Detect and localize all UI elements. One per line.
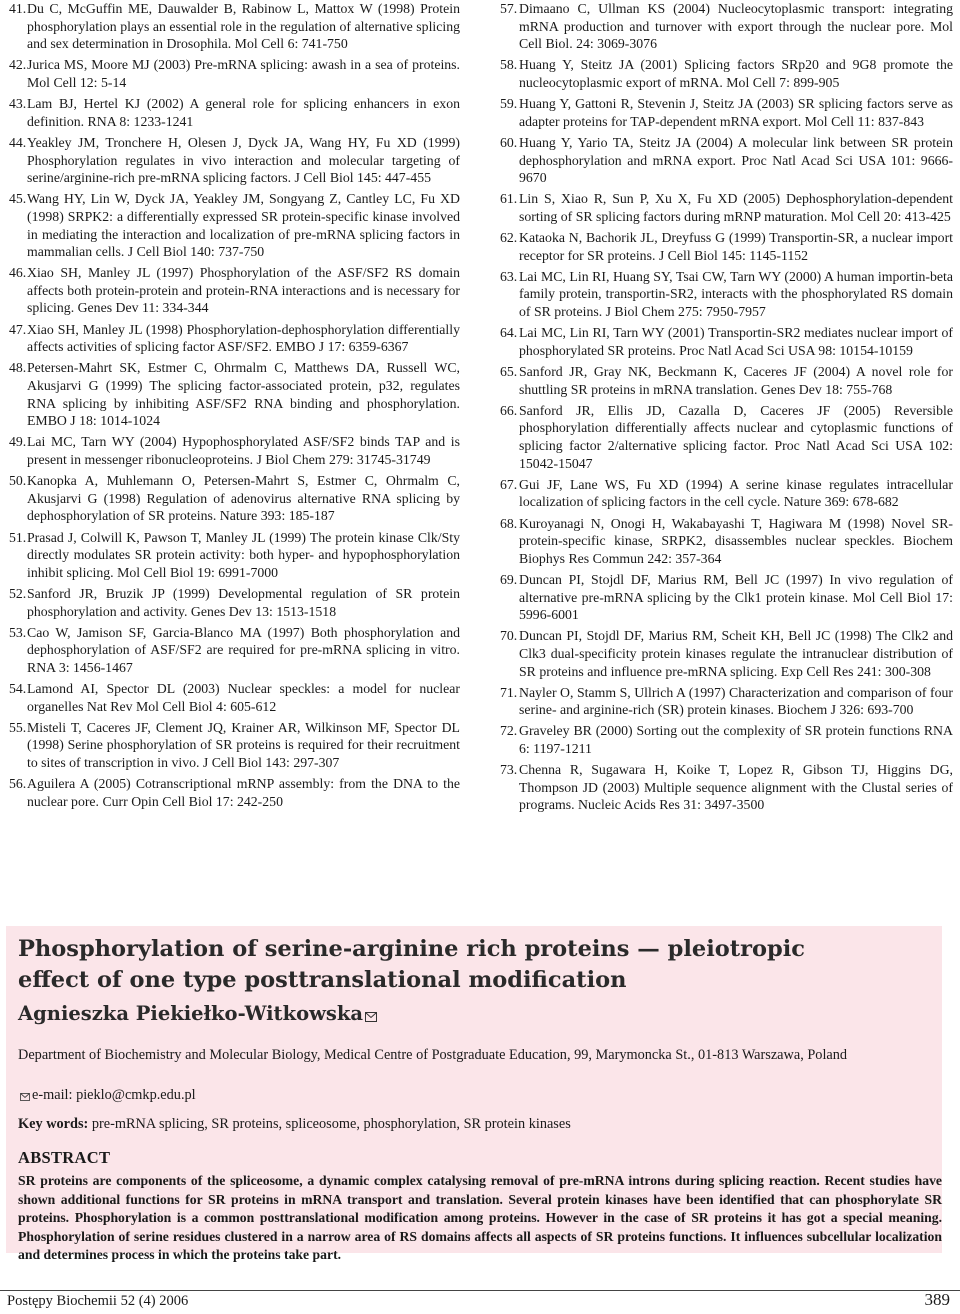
keywords-label: Key words:: [18, 1116, 89, 1132]
reference-item: [500, 761, 953, 814]
reference-item: [500, 515, 953, 568]
reference-item: [500, 476, 953, 511]
reference-item: [9, 680, 460, 715]
reference-item: [9, 95, 460, 130]
reference-item: [9, 0, 460, 53]
article-title: Phosphorylation of serine-arginine rich proteins — pleiotropic effect of one type posttranslational modification: [18, 936, 806, 993]
reference-text: Dimaano C, Ullman KS (2004) Nucleocytoplasmic transport: integrating mRNA production and turnover with export through the nuclear pore. Mol Cell Biol. 24: 3069-3076: [519, 1, 953, 52]
reference-number: 41.: [9, 1, 27, 16]
reference-item: [9, 134, 460, 187]
reference-item: [9, 624, 460, 677]
reference-number: 42.: [9, 57, 27, 73]
reference-number: 69.: [500, 571, 518, 587]
reference-text: Huang Y, Yario TA, Steitz JA (2004) A molecular link between SR protein dephosphorylation and mRNA export. Proc Natl Acad Sci USA 101: 9666-9670: [519, 134, 953, 186]
keywords: [18, 1115, 938, 1133]
reference-text: Lai MC, Lin RI, Tarn WY (2001) Transportin-SR2 mediates nuclear import of phosphorylated SR proteins. Proc Natl Acad Sci USA 98: 10154-10159: [519, 325, 953, 358]
reference-item: [500, 0, 953, 53]
reference-text: Misteli T, Caceres JF, Clement JQ, Krainer AR, Wilkinson MF, Spector DL (1998) Serine phosphorylation of SR proteins is required for their recruitment to sites of transcription in vivo. J Cell Biol 143: 297-307: [27, 719, 460, 771]
author-email[interactable]: e-mail: pieklo@cmkp.edu.pl: [32, 1087, 196, 1103]
envelope-icon: [20, 1088, 30, 1106]
reference-text: Sanford JR, Bruzik JP (1999) Developmental regulation of SR protein phosphorylation and activity. Genes Dev 13: 1513-1518: [27, 585, 460, 619]
reference-text: Lamond AI, Spector DL (2003) Nuclear speckles: a model for nuclear organelles Nat Rev Mol Cell Biol 4: 605-612: [27, 681, 460, 714]
reference-number: 44.: [9, 134, 27, 150]
reference-number: 47.: [9, 321, 27, 337]
reference-number: 62.: [500, 230, 518, 246]
reference-number: 56.: [9, 776, 27, 792]
reference-item: [9, 359, 460, 429]
abstract-heading: ABSTRACT: [18, 1148, 111, 1167]
reference-number: 43.: [9, 96, 27, 112]
reference-text: Sanford JR, Ellis JD, Cazalla D, Caceres JF (2005) Reversible phosphorylation differentially affects nuclear and cytoplasmic functions of splicing factor 2/alternative splicing factor. Proc Natl Acad Sci USA 102: 15042-15047: [519, 402, 953, 471]
reference-number: 68.: [500, 515, 518, 531]
reference-item: [500, 627, 953, 680]
reference-text: Huang Y, Gattoni R, Stevenin J, Steitz JA (2003) SR splicing factors serve as adapter proteins for TAP-dependent mRNA export. Mol Cell 11: 837-843: [519, 96, 953, 129]
reference-number: 46.: [9, 265, 27, 281]
reference-number: 66.: [500, 402, 518, 418]
reference-number: 45.: [9, 191, 27, 207]
reference-item: [9, 190, 460, 260]
reference-text: Aguilera A (2005) Cotranscriptional mRNP assembly: from the DNA to the nuclear pore. Curr Opin Cell Biol 17: 242-250: [27, 776, 460, 809]
reference-text: Cao W, Jamison SF, Garcia-Blanco MA (1997) Both phosphorylation and dephosphorylation of ASF/SF2 are required for pre-mRNA splicing in vitro. RNA 3: 1456-1467: [27, 624, 460, 675]
reference-text: Xiao SH, Manley JL (1997) Phosphorylation of the ASF/SF2 RS domain affects both protein-protein and protein-RNA interactions and is necessary for splicing. Genes Dev 11: 334-344: [27, 265, 460, 316]
reference-number: 65.: [500, 364, 518, 380]
reference-number: 54.: [9, 681, 27, 697]
reference-text: Chenna R, Sugawara H, Koike T, Lopez R, Gibson TJ, Higgins DG, Thompson JD (2003) Multiple sequence alignment with the Clustal series of programs. Nucleic Acids Res 31: 3497-3500: [519, 762, 953, 813]
reference-item: [500, 684, 953, 719]
reference-text: Sanford JR, Gray NK, Beckmann K, Caceres JF (2004) A novel role for shuttling SR proteins in mRNA translation. Genes Dev 18: 755-768: [519, 364, 953, 397]
reference-number: 57.: [500, 1, 518, 16]
reference-number: 52.: [9, 585, 27, 601]
reference-item: [9, 775, 460, 810]
reference-text: Yeakley JM, Tronchere H, Olesen J, Dyck JA, Wang HY, Fu XD (1999) Phosphorylation regulates in vivo interaction and molecular targeting of serine/arginine-rich pre-mRNA splicing factors. J Cell Biol 145: 447-455: [27, 134, 460, 186]
envelope-icon: [365, 1004, 377, 1027]
reference-text: Kuroyanagi N, Onogi H, Wakabayashi T, Hagiwara M (1998) Novel SR-protein-specific kinase, SRPK2, disassembles nuclear speckles. Biochem Biophys Res Commun 242: 357-364: [519, 515, 953, 566]
reference-number: 59.: [500, 96, 518, 112]
reference-item: [500, 324, 953, 359]
reference-text: Lai MC, Tarn WY (2004) Hypophosphorylated ASF/SF2 binds TAP and is present in messenger ribonucleoproteins. J Biol Chem 279: 31745-31749: [27, 434, 460, 467]
reference-item: [9, 56, 460, 91]
author-email-line: [18, 1086, 196, 1106]
reference-text: Huang Y, Steitz JA (2001) Splicing factors SRp20 and 9G8 promote the nucleocytoplasmic export of mRNA. Mol Cell 7: 899-905: [519, 57, 953, 90]
reference-text: Lam BJ, Hertel KJ (2002) A general role for splicing enhancers in exon definition. RNA 8: 1233-1241: [27, 96, 460, 129]
reference-number: 67.: [500, 476, 518, 492]
reference-item: [500, 363, 953, 398]
reference-item: [500, 402, 953, 472]
reference-number: 73.: [500, 762, 518, 778]
reference-item: [500, 268, 953, 321]
journal-citation: Postępy Biochemii 52 (4) 2006: [7, 1293, 189, 1309]
reference-text: Lai MC, Lin RI, Huang SY, Tsai CW, Tarn WY (2000) A human importin-beta family protein, transportin-SR2, interacts with the phosphorylated RS domain of SR proteins. J Biol Chem 275: 7950-7957: [519, 268, 953, 320]
reference-item: [9, 433, 460, 468]
reference-text: Gui JF, Lane WS, Fu XD (1994) A serine kinase regulates intracellular localization of splicing factors in the cell cycle. Nature 369: 678-682: [519, 476, 953, 510]
reference-column-left: [9, 0, 460, 814]
reference-text: Wang HY, Lin W, Dyck JA, Yeakley JM, Songyang Z, Cantley LC, Fu XD (1998) SRPK2: a differentially expressed SR protein-specific kinase involved in mediating the interaction and localization of pre-mRNA splicing factors in mammalian cells. J Cell Biol 140: 737-750: [27, 191, 460, 260]
reference-item: [9, 321, 460, 356]
reference-text: Xiao SH, Manley JL (1998) Phosphorylation-dephosphorylation differentially affects activities of splicing factor ASF/SF2. EMBO J 17: 6359-6367: [27, 321, 460, 355]
reference-number: 63.: [500, 268, 518, 284]
keywords-list: pre-mRNA splicing, SR proteins, spliceosome, phosphorylation, SR protein kinases: [91, 1116, 571, 1132]
reference-number: 64.: [500, 325, 518, 341]
reference-item: [9, 472, 460, 525]
reference-item: [9, 719, 460, 772]
reference-item: [500, 134, 953, 187]
reference-text: Duncan PI, Stojdl DF, Marius RM, Scheit KH, Bell JC (1998) The Clk2 and Clk3 dual-specificity protein kinases regulate the intranuclear distribution of SR proteins and influence pre-mRNA splicing. Exp Cell Res 241: 300-308: [519, 628, 953, 679]
reference-number: 61.: [500, 191, 518, 207]
reference-number: 60.: [500, 134, 518, 150]
reference-text: Duncan PI, Stojdl DF, Marius RM, Bell JC (1997) In vivo regulation of alternative pre-mRNA splicing by the Clk1 protein kinase. Mol Cell Biol 17: 5996-6001: [519, 571, 953, 623]
reference-text: Kataoka N, Bachorik JL, Dreyfuss G (1999) Transportin-SR, a nuclear import receptor for SR proteins. J Cell Biol 145: 1145-1152: [519, 230, 953, 263]
reference-number: 49.: [9, 434, 27, 450]
reference-item: [500, 722, 953, 757]
reference-text: Petersen-Mahrt SK, Estmer C, Ohrmalm C, Matthews DA, Russell WC, Akusjarvi G (1999) The splicing factor-associated protein, p32, regulates RNA splicing by inhibiting ASF/SF2 RNA binding and phosphorylation. EMBO J 18: 1014-1024: [27, 360, 460, 429]
reference-text: Jurica MS, Moore MJ (2003) Pre-mRNA splicing: awash in a sea of proteins. Mol Cell 12: 5-14: [27, 57, 460, 90]
reference-item: [9, 264, 460, 317]
reference-column-right: [500, 0, 953, 818]
reference-item: [500, 190, 953, 225]
reference-number: 51.: [9, 529, 27, 545]
reference-number: 58.: [500, 57, 518, 73]
reference-text: Lin S, Xiao R, Sun P, Xu X, Fu XD (2005) Dephosphorylation-dependent sorting of SR splicing factors during mRNP maturation. Mol Cell 20: 413-425: [519, 191, 953, 224]
reference-number: 71.: [500, 684, 518, 700]
author-affiliation: Department of Biochemistry and Molecular Biology, Medical Centre of Postgraduate Education, 99, Marymoncka St., 01-813 Warszawa, Poland: [18, 1047, 848, 1063]
author-name: Agnieszka Piekiełko-Witkowska: [18, 1002, 363, 1025]
reference-number: 48.: [9, 360, 27, 376]
reference-text: Prasad J, Colwill K, Pawson T, Manley JL (1999) The protein kinase Clk/Sty directly modulates SR protein activity: both hyper- and hypophosphorylation inhibit splicing. Mol Cell Biol 19: 6991-7000: [27, 529, 460, 580]
reference-number: 70.: [500, 628, 518, 644]
author-line: [18, 1002, 377, 1027]
reference-text: Kanopka A, Muhlemann O, Petersen-Mahrt S, Estmer C, Ohrmalm C, Akusjarvi G (1998) Regulation of adenovirus alternative RNA splicing by dephosphorylation of SR proteins. Nature 393: 185-187: [27, 473, 460, 524]
reference-item: [500, 56, 953, 91]
footer-divider: [0, 1290, 960, 1291]
reference-item: [9, 585, 460, 620]
reference-item: [500, 229, 953, 264]
reference-number: 55.: [9, 719, 27, 735]
reference-number: 72.: [500, 723, 518, 739]
reference-text: Du C, McGuffin ME, Dauwalder B, Rabinow L, Mattox W (1998) Protein phosphorylation plays an essential role in the regulation of alternative splicing and sex determination in Drosophila. Mol Cell 6: 741-750: [27, 1, 460, 52]
reference-item: [500, 95, 953, 130]
abstract-text: SR proteins are components of the spliceosome, a dynamic complex catalysing removal of pre-mRNA introns during splicing reaction. Recent studies have shown additional functions for SR proteins in mRNA transport and translation. Several protein kinases have been identified that can phosphorylate SR proteins. Phosphorylation is a common posttranslational modification among proteins. However in the case of SR proteins it has got a special meaning. Phosphorylation of serine residues clustered in a narrow area of RS domains affects all aspects of SR proteins functions. It influences subcellular localization and determines process in which the proteins take part.: [18, 1173, 942, 1263]
reference-number: 53.: [9, 624, 27, 640]
reference-text: Graveley BR (2000) Sorting out the complexity of SR protein functions RNA 6: 1197-1211: [519, 723, 953, 757]
reference-item: [500, 571, 953, 624]
reference-item: [9, 529, 460, 582]
reference-text: Nayler O, Stamm S, Ullrich A (1997) Characterization and comparison of four serine- and arginine-rich (SR) protein kinases. Biochem J 326: 693-700: [519, 684, 953, 718]
reference-number: 50.: [9, 473, 27, 489]
page-number: 389: [924, 1290, 950, 1309]
